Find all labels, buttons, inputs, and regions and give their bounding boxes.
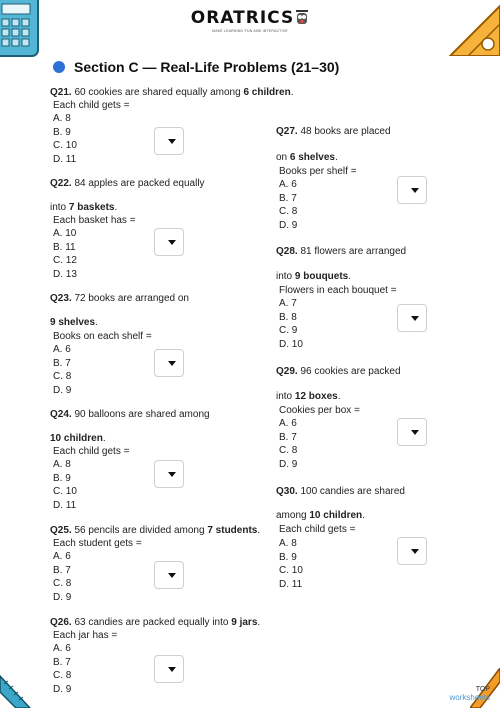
option: A. 8: [53, 459, 71, 470]
option: B. 11: [53, 241, 76, 253]
question-22-answer-dropdown[interactable]: [154, 228, 184, 256]
option: B. 7: [53, 656, 71, 668]
question-25-options: [53, 550, 71, 604]
option: D. 9: [53, 683, 72, 695]
option: A. 8: [53, 113, 71, 124]
question-28-answer-dropdown[interactable]: [397, 304, 427, 332]
option: D. 11: [53, 153, 77, 165]
section-header: [53, 59, 339, 75]
question-30-prompt: Each child gets =: [279, 524, 356, 535]
option: C. 9: [279, 325, 298, 336]
watermark-line1: TOP: [475, 686, 490, 693]
option: A. 6: [279, 179, 297, 190]
brand-tagline: MAKE LEARNING FUN AND INTERACTIVE: [212, 29, 288, 33]
question-27-text-line2: on 6 shelves.: [276, 152, 338, 163]
question-24-options: [53, 458, 77, 512]
option: D. 9: [279, 219, 298, 231]
section-title: Section C — Real-Life Problems (21–30): [74, 59, 340, 75]
option: C. 8: [279, 445, 298, 456]
question-24-text-line2: 10 children.: [50, 433, 106, 444]
question-24-text: Q24. 90 balloons are shared among: [50, 409, 210, 420]
question-22-text: Q22. 84 apples are packed equally: [50, 178, 205, 189]
question-23-answer-dropdown[interactable]: [154, 349, 184, 377]
option: A. 8: [279, 538, 297, 549]
option: B. 9: [53, 472, 71, 484]
option: D. 9: [279, 458, 298, 470]
option: C. 8: [53, 578, 72, 589]
question-23-options: [53, 343, 71, 397]
option: D. 9: [53, 384, 72, 396]
question-27-options: [279, 178, 297, 232]
question-30-answer-dropdown[interactable]: [397, 537, 427, 565]
question-29-text-line2: into 12 boxes.: [276, 391, 341, 402]
option: C. 10: [279, 565, 303, 576]
question-23-text: Q23. 72 books are arranged on: [50, 293, 189, 304]
option: B. 7: [53, 357, 71, 369]
brand-name: ORATRICS: [190, 8, 295, 28]
question-25-prompt: Each student gets =: [53, 538, 142, 549]
option: D. 11: [53, 499, 77, 511]
question-24-prompt: Each child gets =: [53, 446, 130, 457]
question-26-text: Q26. 63 candies are packed equally into 9 jars.: [50, 617, 261, 628]
option: A. 6: [53, 344, 71, 355]
question-27-answer-dropdown[interactable]: [397, 176, 427, 204]
question-27-text: Q27. 48 books are placed: [276, 126, 391, 137]
option: B. 9: [279, 551, 297, 563]
question-26-prompt: Each jar has =: [53, 630, 118, 641]
question-30-text-line2: among 10 children.: [276, 510, 365, 521]
question-26-answer-dropdown[interactable]: [154, 655, 184, 683]
option: B. 9: [53, 126, 71, 138]
watermark: [450, 686, 490, 702]
option: A. 7: [279, 298, 297, 309]
title-bullet-icon: [53, 61, 65, 73]
option: A. 6: [279, 418, 297, 429]
question-24-answer-dropdown[interactable]: [154, 460, 184, 488]
option: B. 7: [53, 564, 71, 576]
question-28-text: Q28. 81 flowers are arranged: [276, 246, 407, 257]
question-23-text-line2: 9 shelves.: [50, 317, 98, 328]
brand-logo: [0, 8, 500, 33]
option: A. 10: [53, 228, 77, 239]
question-29-answer-dropdown[interactable]: [397, 418, 427, 446]
question-23-prompt: Books on each shelf =: [53, 331, 152, 342]
option: A. 6: [53, 643, 71, 654]
option: C. 8: [53, 371, 72, 382]
question-21-answer-dropdown[interactable]: [154, 127, 184, 155]
watermark-line2: worksheets: [449, 693, 490, 702]
option: D. 10: [279, 338, 303, 350]
question-28-prompt: Flowers in each bouquet =: [279, 285, 397, 296]
question-22-prompt: Each basket has =: [53, 215, 136, 226]
question-29-prompt: Cookies per box =: [279, 405, 360, 416]
owl-mascot-icon: [295, 10, 309, 25]
question-26-options: [53, 642, 71, 696]
option: B. 7: [279, 192, 297, 204]
ruler-icon: [0, 672, 34, 708]
question-28-options: [279, 297, 303, 351]
option: B. 8: [279, 311, 297, 323]
option: D. 13: [53, 268, 77, 280]
option: A. 6: [53, 551, 71, 562]
option: C. 10: [53, 140, 77, 151]
option: D. 11: [279, 578, 303, 590]
question-30-options: [279, 537, 303, 591]
question-30-text: Q30. 100 candies are shared: [276, 486, 405, 497]
question-21-options: [53, 112, 77, 166]
question-27-prompt: Books per shelf =: [279, 166, 357, 177]
option: B. 7: [279, 431, 297, 443]
option: D. 9: [53, 591, 72, 603]
question-25-answer-dropdown[interactable]: [154, 561, 184, 589]
question-29-text: Q29. 96 cookies are packed: [276, 366, 401, 377]
question-29-options: [279, 417, 297, 471]
question-25-text: Q25. 56 pencils are divided among 7 students.: [50, 525, 261, 536]
question-21-prompt: Each child gets =: [53, 100, 130, 111]
question-22-text-line2: into 7 baskets.: [50, 202, 118, 213]
question-22-options: [53, 227, 77, 281]
question-21-text: Q21. 60 cookies are shared equally among 6 children.: [50, 87, 294, 98]
option: C. 8: [53, 670, 72, 681]
option: C. 10: [53, 486, 77, 497]
option: C. 8: [279, 206, 298, 217]
question-28-text-line2: into 9 bouquets.: [276, 271, 352, 282]
option: C. 12: [53, 255, 77, 266]
